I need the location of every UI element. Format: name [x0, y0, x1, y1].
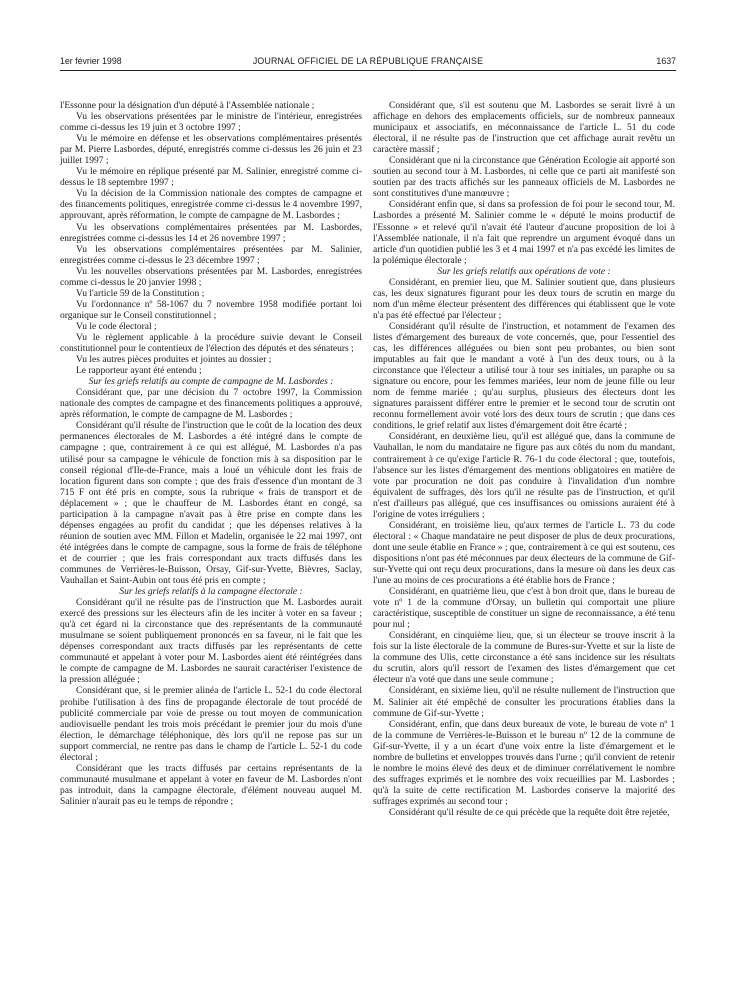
paragraph: Le rapporteur ayant été entendu ; — [76, 366, 202, 377]
header-journal-title: JOURNAL OFFICIEL DE LA RÉPUBLIQUE FRANÇAISE — [252, 56, 484, 66]
paragraph: Considérant, en premier lieu, que M. Salinier soutient que, dans plusieurs cas, les deux signatures figurant pour les deux tours de scrutin en marge du nom d'un même électeur présentent des différences qui établissent que le vote n'a pas été effectué par l'électeur ; — [373, 277, 675, 321]
paragraph: Vu le code électoral ; — [76, 321, 157, 332]
paragraph: Vu les observations présentées par le ministre de l'intérieur, enregistrées comme ci-dessus les 19 juin et 3 octobre 1997 ; — [60, 112, 362, 134]
paragraph: Vu les nouvelles observations présentées par M. Lasbordes, enregistrées comme ci-dessus le 20 janvier 1998 ; — [60, 266, 362, 288]
paragraph: Considérant, en cinquième lieu, que, si un électeur se trouve inscrit à la fois sur la liste électorale de la commune de Bures-sur-Yvette et sur la liste de la commune des Ulis, cette circonstance a été sans incidence sur les résultats du scrutin, alors qu'il ressort de l'examen des listes d'émargement que cet électeur n'a voté que dans une seule commune ; — [373, 631, 675, 686]
paragraph: Considérant qu'il résulte de ce qui précède que la requête doit être rejetée, — [389, 808, 670, 818]
paragraph-continuation: l'Essonne pour la désignation d'un député à l'Assemblée nationale ; — [60, 101, 315, 111]
paragraph: Considérant qu'il ne résulte pas de l'instruction que M. Lasbordes aurait exercé des pressions sur les électeurs afin de les inciter à voter en sa faveur ; qu'à cet égard ni la circonstance que des représentants de la communauté musulmane se soient publiquement prononcés en sa faveur, ni le fait que les dépenses correspondant aux tracts diffusés par les représentants de cette communauté et appelant à voter pour M. Lasbordes aient été réintégrées dans le compte de campagne de M. Lasbordes ne saurait caractériser l'existence de la pression alléguée ; — [60, 598, 362, 686]
paragraph: Vu les autres pièces produites et jointes au dossier ; — [76, 355, 272, 366]
paragraph: Considérant qu'il résulte de l'instruction, et notamment de l'examen des listes d'émargement des bureaux de vote concernés, que, pour l'essentiel des cas, les différences alléguées ou bien sont peu probantes, ou bien sont imputables au fait que le mandant a voté à l'un des deux tours, ou à la circonstance que l'électeur a utilisé tour à tour ses initiales, un paraphe ou sa signature ou encore, pour les femmes mariées, leur nom de jeune fille ou leur nom de femme mariée ; qu'au surplus, plusieurs des électeurs dont les signatures paraissent différer entre le premier et le second tour de scrutin ont reconnu formellement avoir voté lors des deux tours de scrutin ; que dans ces conditions, le grief relatif aux listes d'émargement doit être écarté ; — [373, 321, 675, 432]
right-column — [373, 101, 675, 819]
header-page-number: 1637 — [656, 56, 676, 66]
header-rule — [60, 70, 676, 71]
paragraph: Considérant enfin que, si dans sa profession de foi pour le second tour, M. Lasbordes a présenté M. Salinier comme le « député le moins productif de l'Essonne » et relevé qu'il n'avait été l'auteur d'aucune proposition de loi à l'Assemblée nationale, il n'a fait que reprendre un argument évoqué dans un article d'un quotidien publié les 3 et 4 mai 1997 et n'a pas excédé les limites de la polémique électorale ; — [373, 200, 675, 266]
left-column — [60, 101, 362, 808]
section-heading: Sur les griefs relatifs aux opérations de vote : — [437, 266, 611, 277]
paragraph: Considérant, en deuxième lieu, qu'il est allégué que, dans la commune de Vauhallan, le nom du mandataire ne figure pas aux côtés du nom du mandant, contrairement à ce qu'exige l'article R. 76-1 du code électoral ; que, toutefois, l'absence sur les listes d'émargement des mentions obligatoires en matière de vote par procuration ne doit pas conduire à l'invalidation d'un nombre équivalent de suffrages, dès lors qu'il ne résulte pas de l'instruction, et qu'il n'est d'ailleurs pas allégué, que ces insuffisances ou omissions auraient été à l'origine de votes irréguliers ; — [373, 432, 675, 520]
paragraph: Considérant que, s'il est soutenu que M. Lasbordes se serait livré à un affichage en dehors des emplacements officiels, sur de nombreux panneaux municipaux et associatifs, en méconnaissance de l'article L. 51 du code électoral, il ne résulte pas de l'instruction que cet affichage aurait revêtu un caractère massif ; — [373, 101, 675, 156]
paragraph: Considérant, en quatrième lieu, que c'est à bon droit que, dans le bureau de vote nº 1 de la commune d'Orsay, un bulletin qui comportait une pliure caractéristique, susceptible de constituer un signe de reconnaissance, a été tenu pour nul ; — [373, 587, 675, 631]
paragraph: Vu la décision de la Commission nationale des comptes de campagne et des financements politiques, enregistrée comme ci-dessus le 4 novembre 1997, approuvant, après réformation, le compte de campagne de M. Lasbordes ; — [60, 189, 362, 222]
paragraph: Vu l'article 59 de la Constitution ; — [76, 288, 205, 299]
page-header — [60, 56, 676, 70]
paragraph: Vu les observations complémentaires présentées par M. Lasbordes, enregistrées comme ci-dessus les 14 et 26 novembre 1997 ; — [60, 222, 362, 244]
paragraph: Vu le mémoire en réplique présenté par M. Salinier, enregistré comme ci-dessus le 18 septembre 1997 ; — [60, 167, 362, 189]
header-date: 1er février 1998 — [60, 56, 122, 66]
paragraph: Considérant, en troisième lieu, qu'aux termes de l'article L. 73 du code électoral : « Chaque mandataire ne peut disposer de plus de deux procurations, dont une seule établie en France » ; que, contrairement à ce qui est soutenu, ces dispositions n'ont pas été méconnues par deux électeurs de la commune de Gif-sur-Yvette qui ont reçu deux procurations, dans la mesure où dans les deux cas l'une au moins de ces procurations a été établie hors de France ; — [373, 520, 675, 587]
paragraph: Considérant, enfin, que dans deux bureaux de vote, le bureau de vote nº 1 de la commune de Verrières-le-Buisson et le bureau nº 12 de la commune de Gif-sur-Yvette, il y a un écart d'une voix entre la liste d'émargement et le nombre de bulletins et enveloppes trouvés dans l'urne ; qu'il convient de retenir le nombre le moins élevé des deux et de diminuer corrélativement le nombre des suffrages exprimés et le nombre des voix recueillies par M. Lasbordes ; qu'à la suite de cette rectification M. Lasbordes conserve la majorité des suffrages exprimés au second tour ; — [373, 719, 675, 807]
paragraph: Considérant que, si le premier alinéa de l'article L. 52-1 du code électoral prohibe l'utilisation à des fins de propagande électorale de tout procédé de publicité commerciale par voie de presse ou tout moyen de communication audiovisuelle pendant les trois mois précédant le premier jour du mois d'une élection, le démarchage téléphonique, dès lors qu'il ne repose pas sur un support commercial, ne rentre pas dans le champ de l'article L. 52-1 du code électoral ; — [60, 686, 362, 763]
paragraph: Vu le règlement applicable à la procédure suivie devant le Conseil constitutionnel pour le contentieux de l'élection des députés et des sénateurs ; — [60, 332, 362, 355]
paragraph: Vu l'ordonnance nº 58-1067 du 7 novembre 1958 modifiée portant loi organique sur le Conseil constitutionnel ; — [60, 299, 362, 321]
section-heading: Sur les griefs relatifs à la campagne électorale : — [119, 587, 303, 598]
section-heading: Sur les griefs relatifs au compte de campagne de M. Lasbordes : — [88, 377, 334, 388]
paragraph: Considérant que, par une décision du 7 octobre 1997, la Commission nationale des comptes de campagne et des financements politiques a approuvé, après réformation, le compte de campagne de M. Lasbordes ; — [60, 388, 362, 421]
paragraph: Considérant que les tracts diffusés par certains représentants de la communauté musulmane et appelant à voter en faveur de M. Lasbordes n'ont pas introduit, dans la campagne électorale, d'élément nouveau auquel M. Salinier n'aurait pas eu le temps de répondre ; — [60, 763, 362, 807]
paragraph: Considérant, en sixième lieu, qu'il ne résulte nullement de l'instruction que M. Salinier ait été empêché de consulter les procurations établies dans la commune de Gif-sur-Yvette ; — [373, 686, 675, 719]
paragraph: Vu le mémoire en défense et les observations complémentaires présentés par M. Pierre Lasbordes, député, enregistrés comme ci-dessus les 26 juin et 23 juillet 1997 ; — [60, 134, 362, 167]
paragraph: Vu les observations complémentaires présentées par M. Salinier, enregistrées comme ci-dessus le 23 décembre 1997 ; — [60, 244, 362, 266]
paragraph: Considérant qu'il résulte de l'instruction que le coût de la location des deux permanences électorales de M. Lasbordes a été intégré dans le compte de campagne ; que, contrairement à ce qui est allégué, M. Lasbordes n'a pas utilisé pour sa campagne le véhicule de fonction mis à sa disposition par le conseil régional d'Ile-de-France, mais a loué un véhicule dont les frais de location figurent dans son compte ; que des frais d'essence d'un montant de 3 715 F ont été pris en compte, sous la rubrique « frais de transport et de déplacement » ; que le chauffeur de M. Lasbordes étant en congé, sa participation à la campagne n'avait pas à être prise en compte dans les dépenses engagées au profit du candidat ; que les dépenses relatives à la réunion de soutien avec MM. Fillon et Madelin, organisée le 22 mai 1997, ont été intégrées dans le compte de campagne, sous la forme de frais de téléphone et de courrier ; que les frais correspondant aux tracts diffusés dans les communes de Verrières-le-Buisson, Orsay, Gif-sur-Yvette, Bièvres, Saclay, Vauhallan et Saint-Aubin ont tous été pris en compte ; — [60, 421, 362, 587]
paragraph: Considérant que ni la circonstance que Génération Ecologie ait apporté son soutien au second tour à M. Lasbordes, ni celle que ce parti ait manifesté son soutien par des tracts affichés sur les panneaux officiels de M. Lasbordes ne sont constitutives d'une manœuvre ; — [373, 156, 675, 200]
